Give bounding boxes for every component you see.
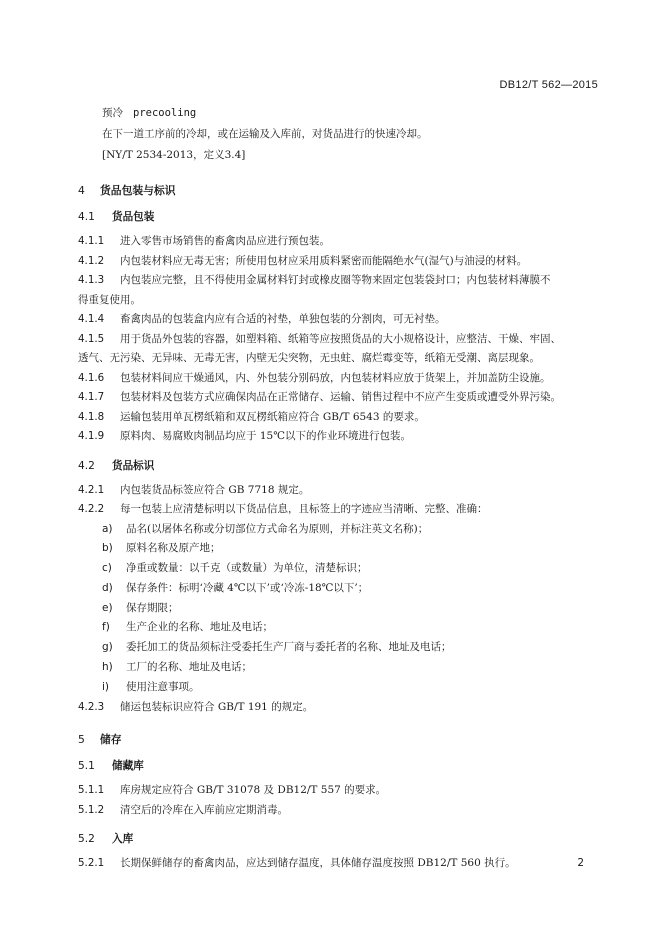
term-en: precooling xyxy=(133,107,197,119)
page-number: 2 xyxy=(577,857,584,869)
clause-5-1-1: 5.1.1 库房规定应符合 GB/T 31078 及 DB12/T 557 的要求。 xyxy=(78,784,387,797)
document-code: DB12/T 562—2015 xyxy=(499,79,598,91)
list-item: i) 使用注意事项。 xyxy=(102,680,200,693)
list-item: f) 生产企业的名称、地址及电话； xyxy=(102,621,273,634)
term-definition: 在下一道工序前的冷却，或在运输及入库前，对货品进行的快速冷却。 xyxy=(102,128,428,140)
list-item: h) 工厂的名称、地址及电话； xyxy=(102,661,252,674)
list-item: a) 品名(以屠体名称或分切部位方式命名为原则，并标注英文名称)； xyxy=(102,522,429,535)
list-item: c) 净重或数量：以千克（或数量）为单位，清楚标识； xyxy=(102,562,368,575)
clause-4-1-1: 4.1.1 进入零售市场销售的畜禽肉品应进行预包装。 xyxy=(78,235,330,247)
list-item: e) 保存期限； xyxy=(102,601,179,614)
clause-4-1-4: 4.1.4 畜禽肉品的包装盒内应有合适的衬垫，单独包装的分割肉，可无衬垫。 xyxy=(78,313,446,325)
clause-4-1-3: 4.1.3 内包装应完整，且不得使用金属材料钉封或橡皮圈等物来固定包装袋封口；内包装材料薄膜不 得重复使用。 xyxy=(78,274,551,306)
section-5-1-heading: 5.1 储藏库 xyxy=(78,760,144,773)
clause-4-1-9: 4.1.9 原料肉、易腐败肉制品均应于 15℃以下的作业环境进行包装。 xyxy=(78,430,411,442)
section-5-heading: 5 储存 xyxy=(78,733,122,747)
list-item: g) 委托加工的货品须标注受委托生产厂商与委托者的名称、地址及电话； xyxy=(102,641,452,654)
term-zh: 预冷 xyxy=(102,107,123,119)
section-4-1-heading: 4.1 货品包装 xyxy=(78,211,155,223)
section-4-2-heading: 4.2 货品标识 xyxy=(78,459,155,472)
list-item: b) 原料名称及原产地； xyxy=(102,542,221,555)
document-body xyxy=(78,103,598,874)
clause-4-2-2: 4.2.2 每一包装上应清楚标明以下货品信息，且标签上的字迹应当清晰、完整、准确： xyxy=(78,503,488,515)
clause-4-1-5: 4.1.5 用于货品外包装的容器，如塑料箱、纸箱等应按照货品的大小规格设计，应整洁、干燥、牢固、 透气、无污染、无异味、无毒无害，内壁无尖突物，无虫蛀、腐烂霉变等，纸箱无受潮、离层现象。 xyxy=(78,332,561,364)
clause-5-2-1: 5.2.1 长期保鲜储存的畜禽肉品，应达到储存温度，具体储存温度按照 DB12/T 560 执行。 xyxy=(78,857,516,870)
list-item: d) 保存条件：标明‘冷藏 4℃以下’或‘冷冻-18℃以下’； xyxy=(102,581,369,594)
clause-4-1-2: 4.1.2 内包装材料应无毒无害；所使用包材应采用质料紧密而能隔绝水气(湿气)与油浸的材料。 xyxy=(78,254,528,267)
clause-4-1-6: 4.1.6 包装材料间应干燥通风，内、外包装分别码放，内包装材料应放于货架上，并加盖防尘设施。 xyxy=(78,371,551,384)
term-heading xyxy=(78,103,598,124)
clause-4-1-8: 4.1.8 运输包装用单瓦楞纸箱和双瓦楞纸箱应符合 GB/T 6543 的要求。 xyxy=(78,410,425,423)
clause-4-2-1: 4.2.1 内包装货品标签应符合 GB 7718 规定。 xyxy=(78,483,310,496)
clause-4-1-7: 4.1.7 包装材料及包装方式应确保肉品在正常储存、运输、销售过程中不应产生变质或遭受外界污染。 xyxy=(78,391,561,403)
clause-5-1-2: 5.1.2 清空后的冷库在入库前应定期消毒。 xyxy=(78,803,288,816)
term-source: [NY/T 2534-2013，定义3.4] xyxy=(102,149,246,161)
section-4-heading: 4 货品包装与标识 xyxy=(78,184,176,197)
section-5-2-heading: 5.2 入库 xyxy=(78,833,134,846)
clause-4-2-3: 4.2.3 储运包装标识应符合 GB/T 191 的规定。 xyxy=(78,700,314,713)
